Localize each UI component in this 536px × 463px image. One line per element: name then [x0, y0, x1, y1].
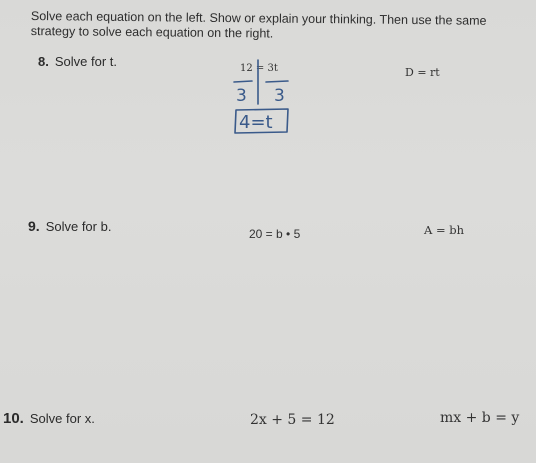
handwritten-work	[222, 58, 302, 143]
handwritten-divisor-right: 3	[274, 86, 285, 106]
handwritten-answer: 4=t	[239, 112, 273, 133]
problem-8-number: 8.	[38, 54, 49, 69]
instructions-text: Solve each equation on the left. Show or explain your thinking. Then use the same strategy to solve each equation on the right.	[30, 9, 487, 41]
problem-9-left-equation: 20 = b • 5	[249, 227, 301, 241]
problem-10-prompt: Solve for x.	[29, 411, 95, 426]
problem-9-prompt: Solve for b.	[45, 219, 112, 234]
problem-9-right-equation: A = bh	[424, 223, 465, 237]
problem-10	[3, 410, 95, 427]
problem-8-left-equation: 12 = 3t	[240, 63, 278, 74]
problem-10-left-equation: 2x + 5 = 12	[250, 412, 335, 428]
handwritten-divisor-left: 3	[236, 86, 247, 106]
problem-10-number: 10.	[3, 410, 24, 427]
problem-8-right-equation: D = rt	[405, 66, 440, 79]
problem-9-number: 9.	[28, 218, 40, 234]
problem-8-prompt: Solve for t.	[54, 54, 117, 69]
problem-8	[38, 54, 117, 69]
problem-9	[28, 218, 111, 234]
problem-10-right-equation: mx + b = y	[440, 410, 520, 426]
